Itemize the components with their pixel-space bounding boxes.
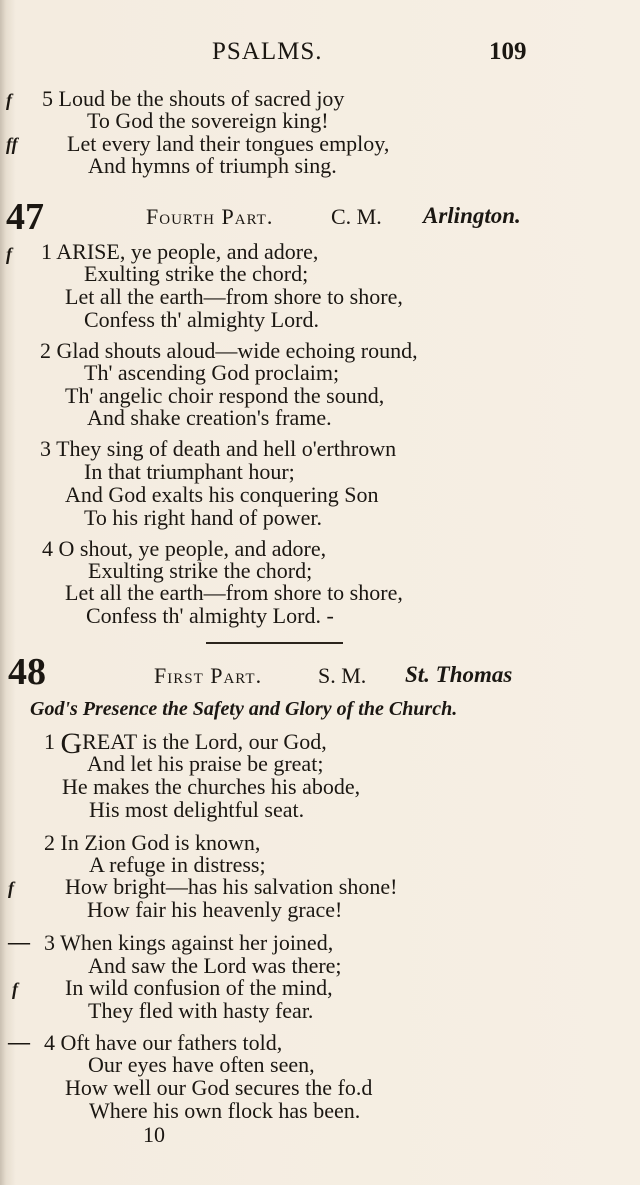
verse-line: And God exalts his conquering Son <box>65 482 379 507</box>
verse-line: And hymns of triumph sing. <box>88 153 337 178</box>
verse-line: In that triumphant hour; <box>84 459 295 484</box>
verse-line: He makes the churches his abode, <box>62 774 361 799</box>
hymn-meter: C. M. <box>331 204 382 229</box>
verse-line: Exulting strike the chord; <box>88 558 313 583</box>
verse-line: Our eyes have often seen, <box>88 1052 315 1077</box>
verse-line: 3 When kings against her joined, <box>44 930 334 955</box>
dynamic-mark: ff <box>6 134 18 154</box>
verse-line: Th' ascending God proclaim; <box>84 360 340 385</box>
verse-line: In wild confusion of the mind, <box>65 975 333 1000</box>
signature-mark: 10 <box>143 1122 165 1147</box>
verse-line: 4 O shout, ye people, and adore, <box>42 536 327 561</box>
verse-line: To God the sovereign king! <box>87 108 329 133</box>
hymn-part: Fourth Part. <box>146 204 274 229</box>
verse-line: Let all the earth—from shore to shore, <box>65 580 403 605</box>
verse-line: How bright—has his salvation shone! <box>65 874 398 899</box>
verse-line: Exulting strike the chord; <box>84 261 309 286</box>
verse-line: Let every land their tongues employ, <box>67 131 390 156</box>
verse-line: Confess th' almighty Lord. <box>84 307 319 332</box>
verse-line: 2 Glad shouts aloud—wide echoing round, <box>40 338 418 363</box>
drop-cap: G <box>60 727 83 760</box>
hymn-part: First Part. <box>154 663 263 688</box>
verse-line: Where his own flock has been. <box>89 1098 361 1123</box>
running-head: PSALMS. <box>212 38 323 65</box>
section-divider <box>206 642 343 644</box>
dynamic-mark: f <box>6 90 12 110</box>
verse-line: 2 In Zion God is known, <box>44 830 261 855</box>
tune-name: Arlington. <box>423 203 521 228</box>
verse-line: 4 Oft have our fathers told, <box>44 1030 283 1055</box>
verse-line: And saw the Lord was there; <box>88 953 342 978</box>
hymn-number: 48 <box>8 651 46 693</box>
verse-line: How fair his heavenly grace! <box>87 897 343 922</box>
verse-line: A refuge in distress; <box>89 852 266 877</box>
dynamic-mark: f <box>12 979 18 999</box>
tune-name: St. Thomas <box>405 662 513 687</box>
verse-line: Th' angelic choir respond the sound, <box>65 383 385 408</box>
verse-line: They fled with hasty fear. <box>88 998 314 1023</box>
verse-line: And shake creation's frame. <box>87 405 332 430</box>
verse-line: 5 Loud be the shouts of sacred joy <box>42 86 345 111</box>
verse-line: 1 ARISE, ye people, and adore, <box>41 239 319 264</box>
verse-line: To his right hand of power. <box>84 505 322 530</box>
verse-line: 3 They sing of death and hell o'erthrown <box>40 436 397 461</box>
hymn-subtitle: God's Presence the Safety and Glory of the Church. <box>30 698 458 720</box>
hymn-meter: S. M. <box>318 663 367 688</box>
hymn-number: 47 <box>6 196 44 238</box>
verse-line: His most delightful seat. <box>89 797 305 822</box>
verse-line: How well our God secures the fo.d <box>65 1075 373 1100</box>
stanza-number: 1 <box>44 729 55 754</box>
verse-text: REAT is the Lord, our God, <box>82 729 327 754</box>
verse-line: Confess th' almighty Lord. - <box>86 603 334 628</box>
verse-line: And let his praise be great; <box>87 751 324 776</box>
dynamic-mark: — <box>8 929 30 954</box>
verse-line: Let all the earth—from shore to shore, <box>65 284 403 309</box>
dynamic-mark: f <box>6 244 12 264</box>
page-number: 109 <box>489 38 527 65</box>
dynamic-mark: f <box>8 878 14 898</box>
dynamic-mark: — <box>8 1029 30 1054</box>
